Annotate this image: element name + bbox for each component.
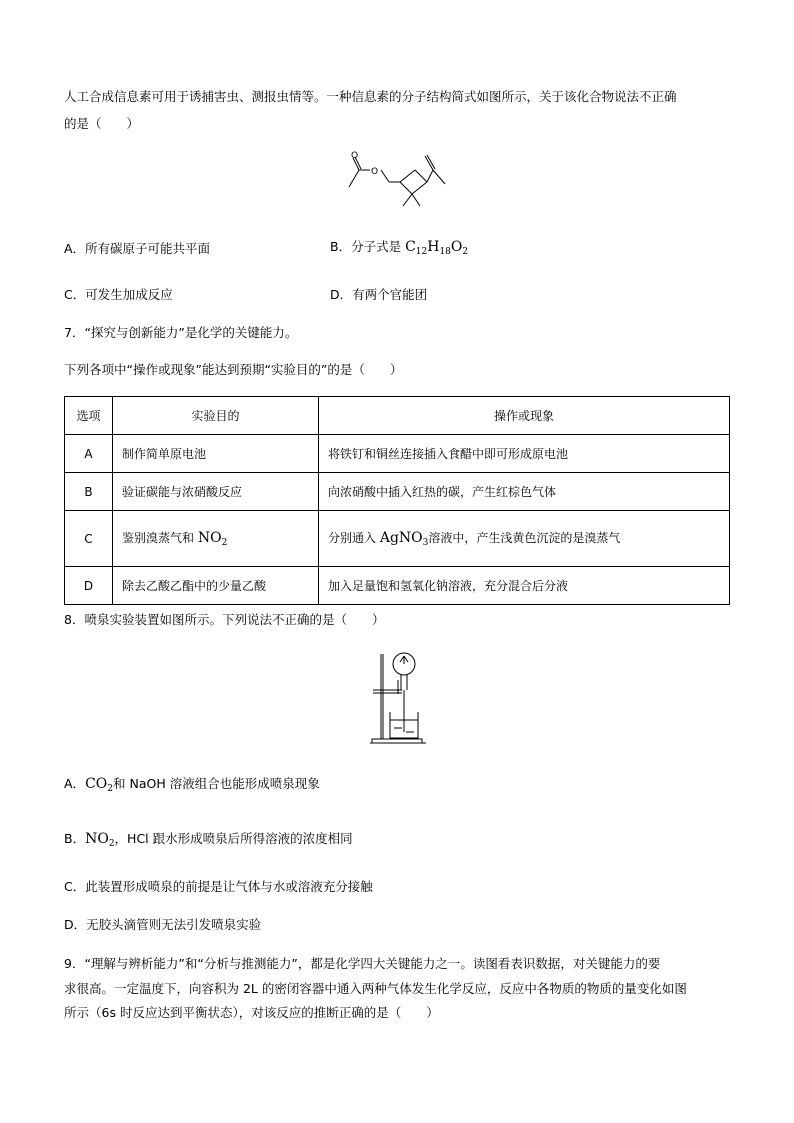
- q6-option-c: C．可发生加成反应: [64, 287, 173, 302]
- formula-sub: 12: [415, 247, 428, 257]
- q8-stem: 8．喷泉实验装置如图所示。下列说法不正确的是（ ）: [64, 612, 385, 627]
- formula-sub: 3: [422, 538, 429, 548]
- table-cell-operation: 加入足量饱和氢氧化钠溶液，充分混合后分液: [319, 567, 730, 605]
- q6-stem-line1: 人工合成信息素可用于诱捕害虫、测报虫情等。一种信息素的分子结构简式如图所示，关于该化合物说法不正确: [64, 89, 677, 104]
- formula-h: H: [427, 239, 440, 255]
- formula-sub: 18: [439, 247, 451, 257]
- q8-option-a: [64, 775, 320, 798]
- molecule-structure-figure: [345, 150, 450, 210]
- table-cell-operation: [319, 511, 730, 567]
- table-header-cell: 选项: [65, 397, 113, 435]
- table-cell-purpose: [113, 511, 319, 567]
- option-text: ，HCl 跟水形成喷泉后所得溶液的浓度相同: [114, 831, 353, 846]
- q8-option-a-formula: [85, 776, 113, 792]
- q6-option-b-formula: [405, 239, 468, 255]
- svg-text:O: O: [371, 167, 379, 177]
- purpose-text: 鉴别溴蒸气和: [122, 531, 195, 545]
- table-cell-option: B: [65, 473, 113, 511]
- formula-main: NO: [197, 530, 222, 546]
- formula-sub: 2: [107, 784, 113, 794]
- q7-stem-line1: 7．“探究与创新能力”是化学的关键能力。: [64, 325, 298, 340]
- q6-option-d: D．有两个官能团: [330, 287, 428, 302]
- q6-stem-line2: 的是（ ）: [64, 116, 140, 131]
- q6-option-b-prefix: B．分子式是: [330, 239, 402, 254]
- formula-sub: 2: [221, 538, 228, 548]
- q8-option-b: [64, 830, 353, 853]
- formula-sub: 2: [108, 839, 115, 849]
- table-header-cell: 操作或现象: [319, 397, 730, 435]
- q9-line3: 所示（6s 时反应达到平衡状态），对该反应的推断正确的是（ ）: [64, 1005, 439, 1020]
- table-header-cell: 实验目的: [113, 397, 319, 435]
- option-prefix: B．: [64, 831, 86, 846]
- table-cell-purpose: 制作简单原电池: [113, 435, 319, 473]
- table-header-row: [65, 397, 730, 435]
- formula-c: C: [405, 239, 416, 255]
- experiment-table: [64, 396, 730, 605]
- table-cell-option: A: [65, 435, 113, 473]
- formula-sub: 2: [462, 247, 469, 257]
- svg-text:O: O: [351, 151, 359, 161]
- table-cell-operation: 将铁钉和铜丝连接插入食醋中即可形成原电池: [319, 435, 730, 473]
- formula-main: AgNO: [379, 530, 423, 546]
- q8-option-d: D．无胶头滴管则无法引发喷泉实验: [64, 917, 262, 932]
- option-prefix: A．: [64, 776, 86, 791]
- table-cell-operation: 向浓硝酸中插入红热的碳，产生红棕色气体: [319, 473, 730, 511]
- operation-formula: [380, 530, 429, 546]
- formula-o: O: [450, 239, 463, 255]
- q6-option-a: A．所有碳原子可能共平面: [64, 241, 211, 256]
- table-row: [65, 511, 730, 567]
- formula-main: CO: [85, 776, 108, 792]
- table-row: [65, 473, 730, 511]
- formula-main: NO: [85, 831, 109, 847]
- q6-option-b: [330, 238, 468, 261]
- purpose-formula: [198, 530, 227, 546]
- table-cell-option: D: [65, 567, 113, 605]
- table-row: [65, 567, 730, 605]
- q9-line2: 求很高。一定温度下，向容积为 2L 的密闭容器中通入两种气体发生化学反应，反应中各物质的物质的量变化如图: [64, 981, 687, 996]
- fountain-apparatus-figure: [368, 650, 428, 746]
- operation-text: 溶液中，产生浅黄色沉淀的是溴蒸气: [428, 531, 621, 545]
- table-cell-purpose: 除去乙酸乙酯中的少量乙酸: [113, 567, 319, 605]
- q8-option-c: C．此装置形成喷泉的前提是让气体与水或溶液充分接触: [64, 879, 373, 894]
- table-cell-purpose: 验证碳能与浓硝酸反应: [113, 473, 319, 511]
- table-cell-option: C: [65, 511, 113, 567]
- table-row: [65, 435, 730, 473]
- q8-option-b-formula: [85, 831, 114, 847]
- operation-text: 分别通入: [328, 531, 377, 545]
- q9-line1: 9．“理解与辨析能力”和“分析与推测能力”，都是化学四大关键能力之一。读图看表识数据，对关键能力的要: [64, 956, 661, 971]
- option-text: 和 NaOH 溶液组合也能形成喷泉现象: [113, 776, 320, 791]
- q7-stem-line2: 下列各项中“操作或现象”能达到预期“实验目的”的是（ ）: [64, 362, 403, 377]
